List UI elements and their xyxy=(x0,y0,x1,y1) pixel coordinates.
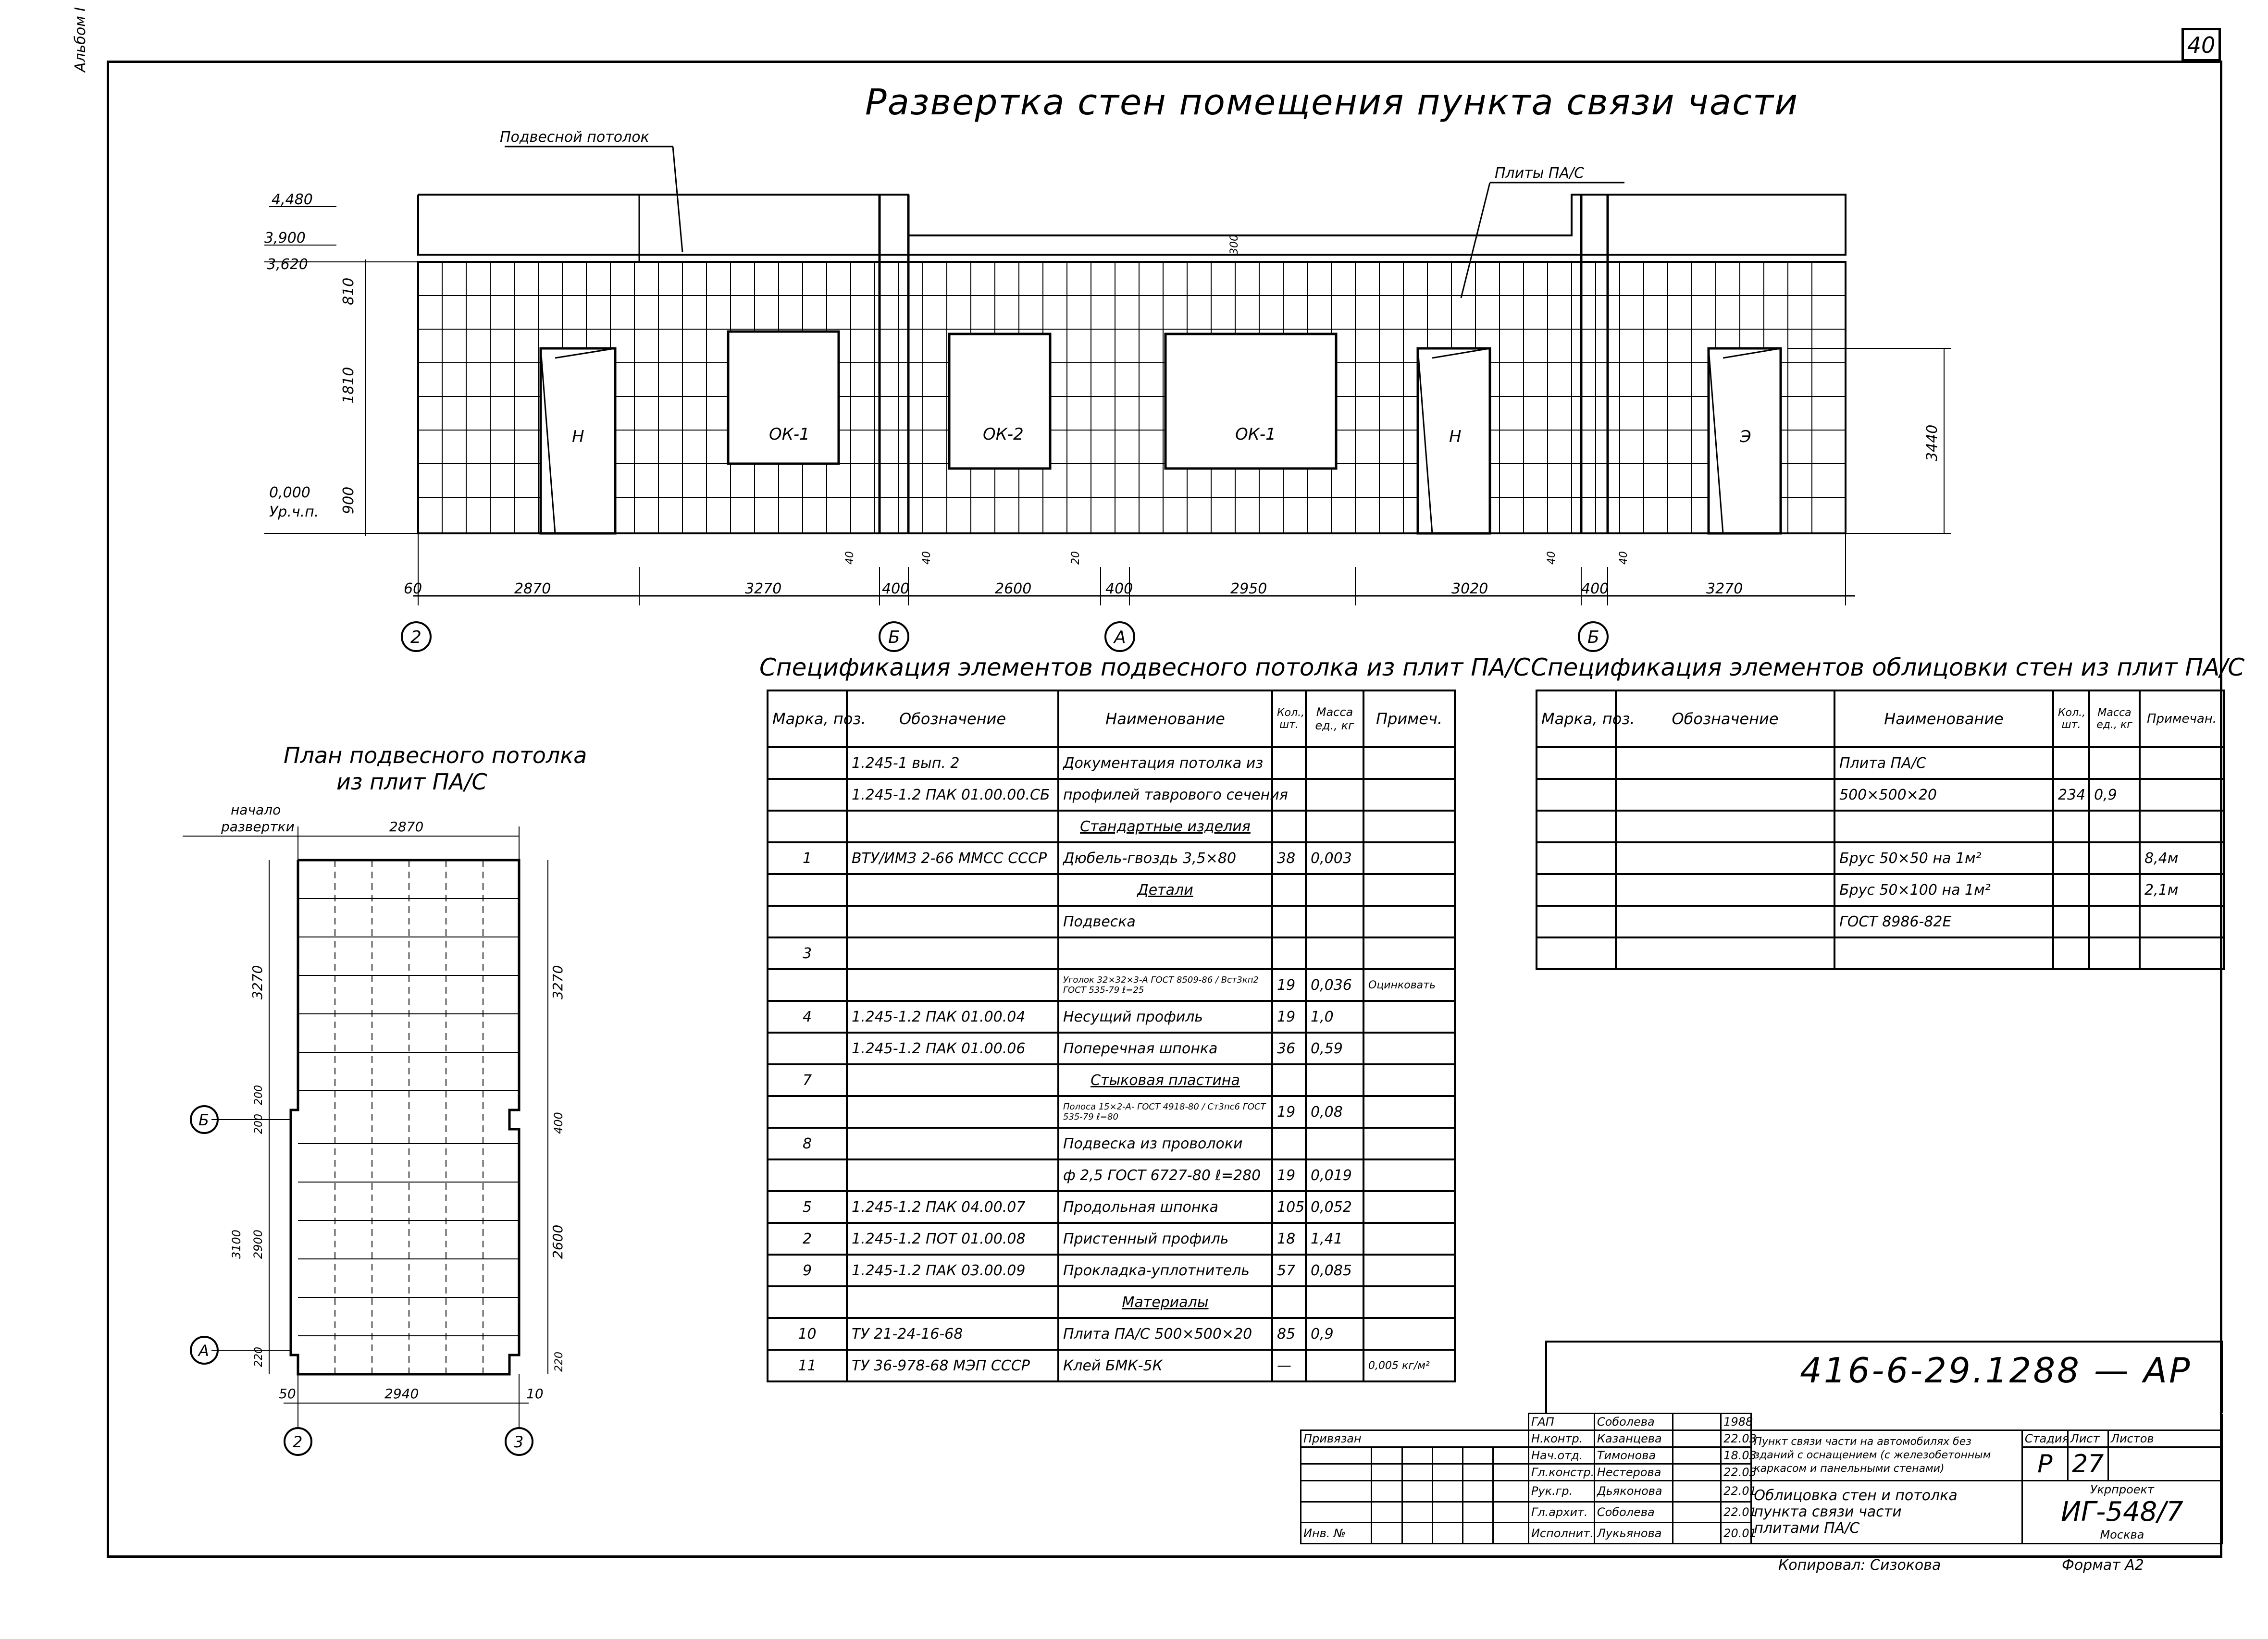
small-dim-1: 40 xyxy=(921,551,933,565)
col-mass: Масса ед., кг xyxy=(1306,690,1363,747)
spec-walls-title: Спецификация элементов облицовки стен из плит ПА/С xyxy=(1531,653,2245,681)
plan-left-dim-4: 2900 xyxy=(251,1229,265,1259)
callout-plates: Плиты ПА/С xyxy=(1495,165,1585,182)
sheets-header: Листов xyxy=(2108,1430,2222,1447)
table-row: Подвеска xyxy=(768,906,1455,937)
dim-bottom-3: 400 xyxy=(882,580,910,597)
plan-axis-3: 3 xyxy=(514,1433,524,1451)
plan-right-dim-0: 3270 xyxy=(550,965,566,999)
col-note: Примечан. xyxy=(2140,690,2224,747)
plan-left-dim-0: 3270 xyxy=(249,965,265,999)
level-3620: 3,620 xyxy=(267,256,308,273)
spec-walls-table xyxy=(1536,690,2225,970)
table-row: 1.245-1.2 ПАК 01.00.00.СБ профилей таврового сечения xyxy=(768,779,1455,811)
sheet-value: 27 xyxy=(2068,1447,2108,1481)
col-qty: Кол., шт. xyxy=(2053,690,2089,747)
plan-left-dim-2: 200 xyxy=(253,1114,265,1134)
dim-top-small: 300 xyxy=(1228,234,1240,255)
table-row: Материалы xyxy=(768,1286,1455,1318)
table-row: Уголок 32×32×3-А ГОСТ 8509-86 / Вст3кп2 ГОСТ 535-79 ℓ=25 19 0,036 Оцинковать xyxy=(768,969,1455,1001)
dim-bottom-7: 3020 xyxy=(1451,580,1488,597)
level-0000: 0,000 xyxy=(269,484,310,501)
opening-label-5: Н xyxy=(1449,427,1462,446)
table-header xyxy=(1537,690,2224,747)
dim-bottom-9: 3270 xyxy=(1706,580,1743,597)
table-row: ГОСТ 8986-82Е xyxy=(1537,906,2224,937)
drawing-title: Развертка стен помещения пункта связи части xyxy=(865,82,1799,123)
table-row: Стандартные изделия xyxy=(768,811,1455,842)
table-row: 5 1.245-1.2 ПАК 04.00.07 Продольная шпонка 105 0,052 xyxy=(768,1191,1455,1223)
plan-left-dim-5: 220 xyxy=(253,1347,265,1367)
plan-title-2: из плит ПА/С xyxy=(336,769,487,795)
plan-axis-a: А xyxy=(198,1342,209,1360)
table-row: Плита ПА/С xyxy=(1537,747,2224,779)
opening-label-2: ОК-1 xyxy=(769,425,810,444)
plan-start-1: начало xyxy=(231,802,281,818)
stage-value: Р xyxy=(2022,1447,2068,1481)
table-row xyxy=(1537,937,2224,969)
plan-right-dim-2: 2600 xyxy=(550,1224,566,1259)
sheet-header: Лист xyxy=(2068,1430,2108,1447)
small-dim-5: 40 xyxy=(1618,551,1630,565)
plan-bottom-dim: 2940 xyxy=(384,1386,419,1402)
dim-bottom-0: 60 xyxy=(404,580,422,597)
col-note: Примеч. xyxy=(1363,690,1455,747)
col-name: Наименование xyxy=(1834,690,2053,747)
dim-right: 3440 xyxy=(1924,424,1941,461)
small-dim-2: 20 xyxy=(1070,551,1082,565)
dim-left-0: 810 xyxy=(340,277,357,305)
plan-top-dim: 2870 xyxy=(389,819,424,835)
plan-right-dim-1: 400 xyxy=(552,1112,565,1134)
axis-b-1: Б xyxy=(888,628,900,647)
stamp-date-0: 1988 xyxy=(1721,1414,1751,1430)
level-3900: 3,900 xyxy=(264,230,306,246)
table-row: 3 xyxy=(768,937,1455,969)
table-row: ф 2,5 ГОСТ 6727-80 ℓ=280 19 0,019 xyxy=(768,1159,1455,1191)
album-code: ИГ-548/7 xyxy=(2061,1496,2183,1528)
plan-axis-2: 2 xyxy=(293,1433,303,1451)
col-mark: Марка, поз. xyxy=(768,690,847,747)
table-row: 4 1.245-1.2 ПАК 01.00.04 Несущий профиль 19 1,0 xyxy=(768,1001,1455,1033)
small-dim-4: 40 xyxy=(1546,551,1558,565)
col-designation: Обозначение xyxy=(1616,690,1834,747)
plan-left-dim-1: 200 xyxy=(253,1085,265,1105)
dim-bottom-5: 400 xyxy=(1105,580,1133,597)
stamp-approval: Привязан xyxy=(1301,1430,1529,1447)
table-row: 1 ВТУ/ИМЗ 2-66 ММСС СССР Дюбель-гвоздь 3,5×80 38 0,003 xyxy=(768,842,1455,874)
dim-left-2: 900 xyxy=(340,486,357,514)
axis-b-2: Б xyxy=(1587,628,1599,647)
table-row: 8 Подвеска из проволоки xyxy=(768,1128,1455,1159)
plan-side-dim-0: 50 xyxy=(279,1386,296,1402)
col-mass: Масса ед., кг xyxy=(2089,690,2140,747)
plan-side-dim-1: 10 xyxy=(526,1386,544,1402)
opening-label-3: ОК-2 xyxy=(983,425,1024,444)
table-row: 10 ТУ 21-24-16-68 Плита ПА/С 500×500×20 85 0,9 xyxy=(768,1318,1455,1350)
table-row: 1.245-1.2 ПАК 01.00.06 Поперечная шпонка 36 0,59 xyxy=(768,1033,1455,1064)
sheet-title: Облицовка стен и потолка пункта связи части плитами ПА/С xyxy=(1751,1481,2022,1544)
table-row: Полоса 15×2-А- ГОСТ 4918-80 / Ст3пс6 ГОСТ 535-79 ℓ=80 19 0,08 xyxy=(768,1096,1455,1128)
col-mark: Марка, поз. xyxy=(1537,690,1616,747)
plan-title-1: План подвесного потолка xyxy=(284,742,587,768)
table-row: Детали xyxy=(768,874,1455,906)
axis-2: 2 xyxy=(410,628,421,647)
sheet-number: 40 xyxy=(2181,28,2221,62)
table-row: 1.245-1 вып. 2 Документация потолка из xyxy=(768,747,1455,779)
plan-start-2: развертки xyxy=(221,819,295,835)
opening-label-4: ОК-1 xyxy=(1235,425,1276,444)
plan-right-dim-3: 220 xyxy=(553,1352,565,1372)
title-block: ГАП Соболева 1988 Привязан Н.контр. Казанцева 22.03 Пункт связи части на автомобилях без зданий с оснащением (с железобетонным каркасом и панельными стенами) Стадия Лист Листов Нач.отд. Тимонова 18.03 Р 27 Гл.констр. Нестерова 22.03 Рук.гр. Дьяконова 22.01 Облицовка стен и потолка пункта связи части плитами ПА/С Укрпроект ИГ-548/7 Москва Гл.архит. Соболева 22.01 Инв. № Исполнит. Лукьянова 20.01 xyxy=(1300,1413,2223,1544)
opening-label-1: Н xyxy=(572,427,584,446)
dim-bottom-1: 2870 xyxy=(514,580,551,597)
callout-ceiling: Подвесной потолок xyxy=(500,129,649,146)
album-note: Альбом I xyxy=(72,7,89,72)
col-qty: Кол., шт. xyxy=(1272,690,1306,747)
dim-bottom-6: 2950 xyxy=(1230,580,1267,597)
table-row: 2 1.245-1.2 ПОТ 01.00.08 Пристенный профиль 18 1,41 xyxy=(768,1223,1455,1255)
level-floor: Ур.ч.п. xyxy=(269,504,319,520)
dim-bottom-2: 3270 xyxy=(745,580,782,597)
stage-header: Стадия xyxy=(2022,1430,2068,1447)
spec-ceiling-title: Спецификация элементов подвесного потолка из плит ПА/С xyxy=(759,653,1530,681)
sheet-format: Формат А2 xyxy=(2062,1557,2144,1574)
document-code: 416-6-29.1288 — АР xyxy=(1800,1350,2192,1391)
col-name: Наименование xyxy=(1058,690,1272,747)
level-4480: 4,480 xyxy=(272,191,313,208)
opening-label-6: Э xyxy=(1740,427,1751,446)
stamp-role-0: ГАП xyxy=(1528,1414,1594,1430)
dim-left-1: 1810 xyxy=(340,367,357,404)
table-row: Брус 50×50 на 1м² 8,4м xyxy=(1537,842,2224,874)
table-row: 500×500×20 234 0,9 xyxy=(1537,779,2224,811)
small-dim-0: 40 xyxy=(844,551,856,565)
table-row: 9 1.245-1.2 ПАК 03.00.09 Прокладка-уплотнитель 57 0,085 xyxy=(768,1255,1455,1286)
table-row xyxy=(1537,811,2224,842)
plan-left-dim-3: 3100 xyxy=(230,1229,243,1259)
col-designation: Обозначение xyxy=(847,690,1058,747)
org-block: Укрпроект ИГ-548/7 Москва xyxy=(2022,1481,2222,1544)
stamp-inv: Инв. № xyxy=(1301,1523,1372,1544)
dim-bottom-4: 2600 xyxy=(995,580,1032,597)
spec-ceiling-table xyxy=(767,690,1456,1382)
table-row: 11 ТУ 36-978-68 МЭП СССР Клей БМК-5К — 0,005 кг/м² xyxy=(768,1350,1455,1381)
stamp-person-0: Соболева xyxy=(1594,1414,1673,1430)
dim-bottom-8: 400 xyxy=(1581,580,1609,597)
stamp-signature-0 xyxy=(1673,1414,1721,1430)
table-row: Брус 50×100 на 1м² 2,1м xyxy=(1537,874,2224,906)
table-header xyxy=(768,690,1455,747)
project-description: Пункт связи части на автомобилях без зданий с оснащением (с железобетонным каркасом и панельными стенами) xyxy=(1751,1430,2022,1481)
copied-by: Копировал: Сизокова xyxy=(1778,1557,1941,1574)
table-row: 7 Стыковая пластина xyxy=(768,1064,1455,1096)
axis-a: А xyxy=(1114,628,1126,647)
ceiling-plan xyxy=(183,798,615,1470)
plan-axis-b: Б xyxy=(198,1111,209,1129)
wall-elevation xyxy=(0,0,2268,673)
